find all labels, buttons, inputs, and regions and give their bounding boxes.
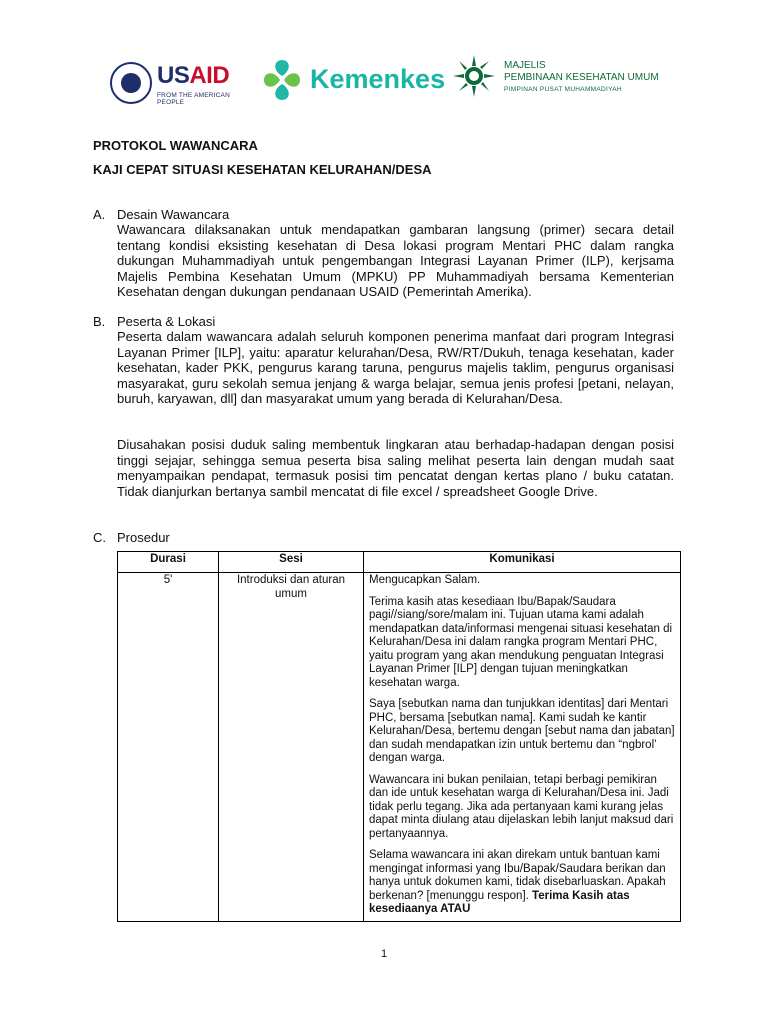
cell-komunikasi (364, 573, 681, 922)
table-row (118, 573, 681, 922)
komunikasi-para: Saya [sebutkan nama dan tunjukkan identitas] dari Mentari PHC, bersama [sebutkan nama]. Kami sudah ke kantir Kelurahan/Desa, bertemu dengan [sebut nama dan jabatan] dan sudah mendapatkan izin untuk bertemu dan “ngbrol’ dengan warga. (369, 698, 675, 764)
section-c-heading: C. Prosedur (93, 530, 170, 545)
komunikasi-para: Selama wawancara ini akan direkam untuk bantuan kami mengingat informasi yang Ibu/Bapak/Saudara berikan dan hanya untuk dokumen kami, tidak disebarluaskan. Apakah berkenan? [menunggu respon]. Terima Kasih atas kesediaanya ATAU (369, 849, 666, 915)
usaid-tagline: FROM THE AMERICAN PEOPLE (157, 92, 230, 106)
section-b-body-2: Diusahakan posisi duduk saling membentuk lingkaran atau berhadap-hadapan dengan posisi tinggi sejajar, sehingga semua peserta bisa saling melihat peserta lain dengan mudah saat menyampaikan pendapat, termasuk posisi tim pencatat dengan kertas plano / buku catatan. Tidak dianjurkan bertanya sambil mencatat di file excel / spreadsheet Google Drive. (117, 437, 674, 499)
header-sesi: Sesi (219, 552, 364, 573)
mpku-logo (452, 54, 672, 110)
procedure-table (117, 551, 681, 922)
kemenkes-leaf-icon (262, 56, 302, 104)
logo-bar (110, 54, 670, 112)
table-header-row (118, 552, 681, 573)
page-number: 1 (380, 948, 388, 960)
komunikasi-para: Wawancara ini bukan penilaian, tetapi berbagi pemikiran dan ide untuk kesehatan warga di Kelurahan/Desa ini. Jadi tidak perlu tegang. Jika ada pertanyaan kami kurang jelas dapat minta diulang atau dijelaskan lebih lanjut maksud dari pertanyaannya. (369, 773, 674, 840)
kemenkes-logo (260, 54, 450, 110)
header-komunikasi: Komunikasi (364, 552, 681, 573)
section-b-body-1: Peserta dalam wawancara adalah seluruh komponen penerima manfaat dari program Integrasi Layanan Primer [ILP], yaitu: aparatur kelurahan/Desa, RW/RT/Dukuh, tenaga kesehatan, kader kesehatan, kader PKK, pengurus karang taruna, pengurus majelis taklim, pengurus organisasi masyarakat, guru sekolah semua jenjang & warga belajar, semua jenis profesi [petani, nelayan, buruh, karyawan, dll] dan masyarakat umum yang berada di Kelurahan/Desa. (117, 329, 674, 406)
usaid-logo (110, 62, 250, 106)
mpku-text: MAJELIS PEMBINAAN KESEHATAN UMUM PIMPINAN PUSAT MUHAMMADIYAH (504, 60, 659, 93)
doc-title: PROTOKOL WAWANCARA (93, 138, 258, 153)
section-b-heading: B. Peserta & Lokasi (93, 314, 216, 329)
komunikasi-para: Mengucapkan Salam. (369, 574, 481, 586)
cell-sesi: Introduksi dan aturan umum (219, 573, 364, 922)
usaid-seal-icon (110, 62, 152, 104)
komunikasi-para: Terima kasih atas kesediaan Ibu/Bapak/Saudara pagi//siang/sore/malam ini. Tujuan utama kami adalah mendapatkan data/informasi mengenai situasi kesehatan di Kelurahan/Desa ini dalam rangka program Mentari PHC, yaitu program yang akan mendukung penguatan Integrasi Layanan Primer [ILP] dengan tujuan meningkatkan kesehatan warga. (369, 595, 673, 689)
usaid-wordmark: USAID (157, 62, 230, 89)
komunikasi-bold: Terima Kasih atas kesediaanya ATAU (369, 889, 630, 915)
kemenkes-wordmark: Kemenkes (310, 64, 446, 94)
cell-durasi: 5' (118, 573, 219, 922)
section-a-body: Wawancara dilaksanakan untuk mendapatkan gambaran langsung (primer) secara detail tentang kondisi eksisting kesehatan di Desa lokasi program Mentari PHC dalam rangka dukungan Muhammadiyah untuk pengembangan Integrasi Layanan Primer (ILP), kerjsama Majelis Pembina Kesehatan Umum (MPKU) PP Muhammadiyah bersama Kementerian Kesehatan dengan dukungan pendanaan USAID (Pemerintah Amerika). (117, 222, 674, 299)
doc-subtitle: KAJI CEPAT SITUASI KESEHATAN KELURAHAN/DESA (93, 162, 432, 177)
header-durasi: Durasi (118, 552, 219, 573)
muhammadiyah-sun-icon (452, 54, 496, 98)
section-a-heading: A. Desain Wawancara (93, 207, 230, 222)
